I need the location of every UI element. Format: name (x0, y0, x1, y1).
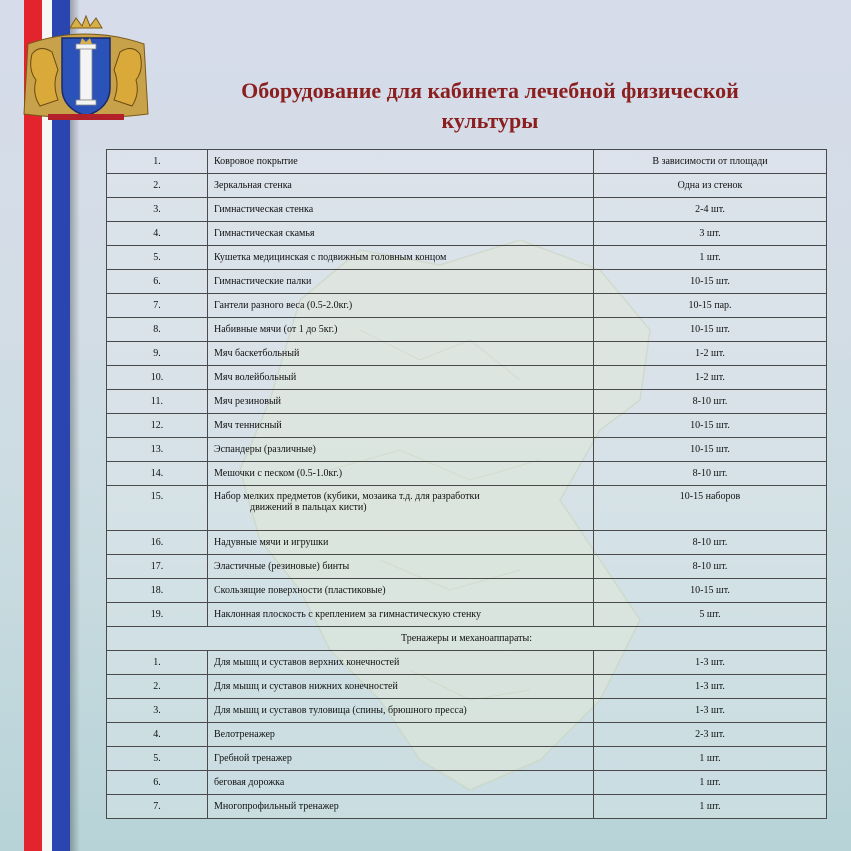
item-quantity: 1 шт. (594, 771, 827, 795)
row-number: 1. (107, 150, 208, 174)
title-line-2: культуры (441, 108, 539, 133)
item-quantity: 1-2 шт. (594, 366, 827, 390)
row-number: 16. (107, 531, 208, 555)
item-quantity: 8-10 шт. (594, 555, 827, 579)
row-number: 5. (107, 747, 208, 771)
item-name-text: Набор мелких предметов (кубики, мозаика т.д. для разработки (214, 491, 480, 502)
row-number: 2. (107, 174, 208, 198)
item-name: Гребной тренажер (208, 747, 594, 771)
item-quantity: Одна из стенок (594, 174, 827, 198)
item-quantity: 8-10 шт. (594, 390, 827, 414)
row-number: 3. (107, 198, 208, 222)
item-name-text: Эспандеры (различные) (214, 444, 316, 455)
item-name-text: Набивные мячи (от 1 до 5кг.) (214, 324, 338, 335)
item-name-text: Мешочки с песком (0.5-1.0кг.) (214, 468, 343, 479)
table-row (107, 747, 827, 771)
item-name: Для мышц и суставов нижних конечностей (208, 675, 594, 699)
row-number: 18. (107, 579, 208, 603)
table-row (107, 438, 827, 462)
item-quantity: 10-15 шт. (594, 579, 827, 603)
row-number: 17. (107, 555, 208, 579)
item-name (208, 603, 594, 627)
item-name (208, 366, 594, 390)
item-name: Для мышц и суставов верхних конечностей (208, 651, 594, 675)
coat-of-arms-icon (18, 14, 154, 124)
item-name-text: Кушетка медицинская с подвижным головным концом (214, 252, 447, 263)
item-quantity: 1-3 шт. (594, 675, 827, 699)
item-name: Для мышц и суставов туловища (спины, брюшного пресса) (208, 699, 594, 723)
item-quantity: 1-3 шт. (594, 699, 827, 723)
table-row (107, 486, 827, 531)
row-number: 2. (107, 675, 208, 699)
item-quantity: 2-4 шт. (594, 198, 827, 222)
table-row (107, 246, 827, 270)
item-name: Велотренажер (208, 723, 594, 747)
table-row (107, 342, 827, 366)
table-row (107, 651, 827, 675)
row-number: 9. (107, 342, 208, 366)
item-name (208, 198, 594, 222)
row-number: 7. (107, 294, 208, 318)
table-row (107, 723, 827, 747)
row-number: 14. (107, 462, 208, 486)
item-name-text: Скользящие поверхности (пластиковые) (214, 585, 386, 596)
item-name-text: Мяч резиновый (214, 396, 282, 407)
row-number: 4. (107, 723, 208, 747)
item-name (208, 390, 594, 414)
row-number: 6. (107, 771, 208, 795)
table-row (107, 675, 827, 699)
table-row (107, 795, 827, 819)
item-name (208, 222, 594, 246)
item-quantity: 10-15 шт. (594, 318, 827, 342)
table-row (107, 579, 827, 603)
row-number: 8. (107, 318, 208, 342)
item-name (208, 294, 594, 318)
item-name-text: Эластичные (резиновые) бинты (214, 561, 350, 572)
section-row (107, 627, 827, 651)
item-quantity: 8-10 шт. (594, 531, 827, 555)
item-quantity: 3 шт. (594, 222, 827, 246)
row-number: 5. (107, 246, 208, 270)
item-name-text: Гимнастические палки (214, 276, 312, 287)
table-row (107, 771, 827, 795)
row-number: 3. (107, 699, 208, 723)
item-name-text: Гимнастическая скамья (214, 228, 315, 239)
item-name (208, 531, 594, 555)
item-quantity: 10-15 наборов (594, 486, 827, 531)
item-quantity: 10-15 шт. (594, 414, 827, 438)
item-quantity: 1-3 шт. (594, 651, 827, 675)
item-name (208, 342, 594, 366)
item-name-text: Зеркальная стенка (214, 180, 292, 191)
item-name-text: Мяч теннисный (214, 420, 282, 431)
item-name-text: Наклонная плоскость с креплением за гимнастическую стенку (214, 609, 482, 620)
item-name (208, 579, 594, 603)
item-name (208, 246, 594, 270)
item-name (208, 414, 594, 438)
item-quantity: 10-15 шт. (594, 270, 827, 294)
row-number: 15. (107, 486, 208, 531)
table-row (107, 531, 827, 555)
table-row (107, 198, 827, 222)
row-number: 6. (107, 270, 208, 294)
table-row (107, 462, 827, 486)
flag-stripes (24, 0, 80, 851)
table-row (107, 174, 827, 198)
blue-stripe (52, 0, 70, 851)
table-row (107, 318, 827, 342)
table-row (107, 390, 827, 414)
item-name-text: Мяч волейбольный (214, 372, 297, 383)
item-name: беговая дорожка (208, 771, 594, 795)
item-name-text: Мяч баскетбольный (214, 348, 300, 359)
item-name-text: Надувные мячи и игрушки (214, 537, 329, 548)
row-number: 4. (107, 222, 208, 246)
item-name-text: Ковровое покрытие (214, 156, 298, 167)
item-quantity: 5 шт. (594, 603, 827, 627)
white-stripe (42, 0, 52, 851)
table-row (107, 366, 827, 390)
item-name (208, 318, 594, 342)
table-row (107, 414, 827, 438)
row-number: 10. (107, 366, 208, 390)
item-name (208, 462, 594, 486)
item-quantity: 1 шт. (594, 795, 827, 819)
section-title: Тренажеры и механоаппараты: (107, 627, 827, 651)
row-number: 11. (107, 390, 208, 414)
table-row (107, 294, 827, 318)
item-name (208, 270, 594, 294)
table-row (107, 699, 827, 723)
item-quantity: В зависимости от площади (594, 150, 827, 174)
item-name (208, 486, 594, 531)
table-row (107, 603, 827, 627)
table-row (107, 222, 827, 246)
stripe-shadow (70, 0, 80, 851)
item-quantity: 10-15 шт. (594, 438, 827, 462)
row-number: 13. (107, 438, 208, 462)
item-name: Многопрофильный тренажер (208, 795, 594, 819)
item-name (208, 438, 594, 462)
item-quantity: 1-2 шт. (594, 342, 827, 366)
item-name (208, 555, 594, 579)
item-name-continuation: движений в пальцах кисти) (250, 502, 367, 513)
table-row (107, 150, 827, 174)
equipment-table (106, 149, 827, 819)
item-quantity: 10-15 пар. (594, 294, 827, 318)
page-title (170, 76, 810, 136)
row-number: 7. (107, 795, 208, 819)
item-name-text: Гантели разного веса (0.5-2.0кг.) (214, 300, 353, 311)
table-row (107, 555, 827, 579)
item-quantity: 1 шт. (594, 747, 827, 771)
row-number: 12. (107, 414, 208, 438)
item-name (208, 174, 594, 198)
table-row (107, 270, 827, 294)
item-quantity: 8-10 шт. (594, 462, 827, 486)
title-line-1: Оборудование для кабинета лечебной физической (241, 78, 739, 103)
red-stripe (24, 0, 42, 851)
item-name-text: Гимнастическая стенка (214, 204, 314, 215)
item-quantity: 2-3 шт. (594, 723, 827, 747)
item-name (208, 150, 594, 174)
row-number: 1. (107, 651, 208, 675)
item-quantity: 1 шт. (594, 246, 827, 270)
row-number: 19. (107, 603, 208, 627)
